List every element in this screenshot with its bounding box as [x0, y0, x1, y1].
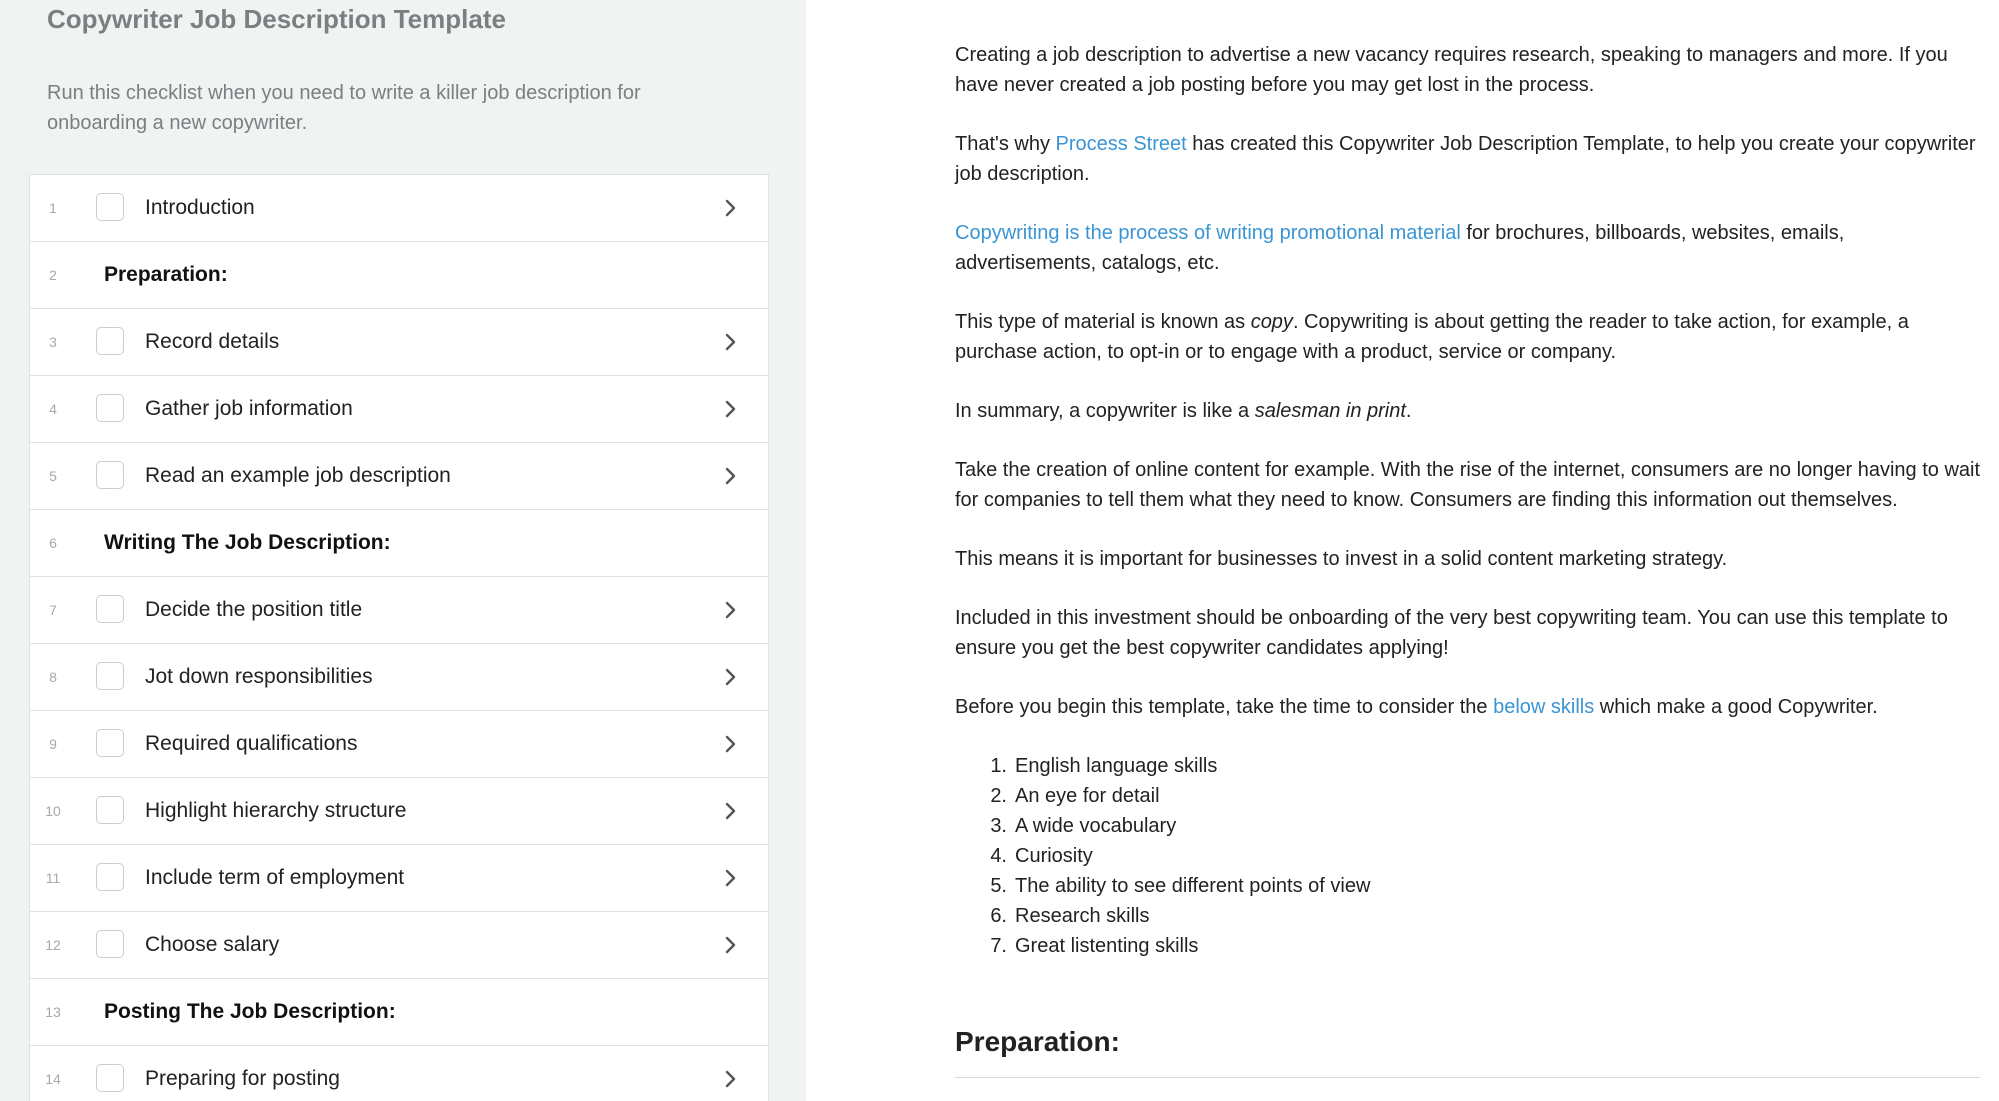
- skill-index: 3.: [990, 815, 1007, 837]
- chevron-right-icon[interactable]: [720, 935, 740, 955]
- skill-index: 5.: [990, 875, 1007, 897]
- text: has created this Copywriter Job Description Template, to help you create your copywriter job description.: [955, 133, 1976, 185]
- checklist-heading: [29, 979, 769, 1046]
- task-number: 8: [49, 669, 57, 685]
- text: for brochures, billboards, websites, emails, advertisements, catalogs, etc.: [955, 222, 1845, 274]
- skill-index: 1.: [990, 755, 1007, 777]
- chevron-right-icon[interactable]: [720, 332, 740, 352]
- chevron-right-icon[interactable]: [720, 466, 740, 486]
- checklist-sidebar: [0, 0, 806, 1101]
- skill-label: Great listenting skills: [1015, 935, 1199, 957]
- task-number: 6: [49, 535, 57, 551]
- checklist-task[interactable]: [29, 309, 769, 376]
- task-label: Read an example job description: [145, 464, 451, 487]
- task-label: Posting The Job Description:: [104, 1000, 396, 1023]
- checklist-task[interactable]: [29, 778, 769, 845]
- skill-label: Research skills: [1015, 905, 1150, 927]
- chevron-right-icon[interactable]: [720, 600, 740, 620]
- skill-index: 7.: [990, 935, 1007, 957]
- skill-label: Curiosity: [1015, 845, 1093, 867]
- task-checkbox[interactable]: [96, 796, 124, 824]
- skill-item: [955, 841, 1980, 871]
- text: In summary, a copywriter is like a: [955, 400, 1255, 422]
- skill-index: 6.: [990, 905, 1007, 927]
- checklist-task[interactable]: [29, 1046, 769, 1101]
- template-description: Run this checklist when you need to write a killer job description for onboarding a new copywriter.: [47, 82, 641, 134]
- task-list: [29, 174, 769, 1101]
- emphasis: salesman in print: [1254, 400, 1406, 422]
- checklist-task[interactable]: [29, 711, 769, 778]
- skill-label: A wide vocabulary: [1015, 815, 1177, 837]
- task-checkbox[interactable]: [96, 327, 124, 355]
- skills-list: [955, 751, 1980, 961]
- task-label: Gather job information: [145, 397, 353, 420]
- task-label: Highlight hierarchy structure: [145, 799, 407, 822]
- text: Before you begin this template, take the time to consider the: [955, 696, 1494, 718]
- skill-item: [955, 751, 1980, 781]
- skill-label: English language skills: [1015, 755, 1218, 777]
- task-label: Jot down responsibilities: [145, 665, 373, 688]
- section-divider: [955, 1077, 1980, 1078]
- copywriting-definition-link[interactable]: Copywriting is the process of writing promotional material: [955, 222, 1461, 244]
- task-number: 10: [45, 803, 61, 819]
- chevron-right-icon[interactable]: [720, 801, 740, 821]
- checklist-task[interactable]: [29, 443, 769, 510]
- task-checkbox[interactable]: [96, 729, 124, 757]
- task-number: 14: [45, 1071, 61, 1087]
- chevron-right-icon[interactable]: [720, 1069, 740, 1089]
- task-label: Record details: [145, 330, 280, 353]
- intro-paragraph-6: Take the creation of online content for example. With the rise of the internet, consumers are no longer having to wait for companies to tell them what they need to know. Consumers are finding this information out themselves.: [955, 459, 1981, 511]
- emphasis: copy: [1250, 311, 1293, 333]
- process-street-link[interactable]: Process Street: [1055, 133, 1187, 155]
- task-label: Required qualifications: [145, 732, 358, 755]
- task-checkbox[interactable]: [96, 930, 124, 958]
- text: That's why: [955, 133, 1056, 155]
- task-checkbox[interactable]: [96, 394, 124, 422]
- intro-paragraph-7: This means it is important for businesses to invest in a solid content marketing strategy.: [955, 548, 1728, 570]
- task-number: 3: [49, 334, 57, 350]
- intro-paragraph-1: Creating a job description to advertise a new vacancy requires research, speaking to managers and more. If you have never created a job posting before you may get lost in the process.: [955, 44, 1948, 96]
- skill-item: [955, 871, 1980, 901]
- chevron-right-icon[interactable]: [720, 734, 740, 754]
- skill-index: 2.: [990, 785, 1007, 807]
- checklist-heading: [29, 242, 769, 309]
- section-heading-preparation: Preparation:: [955, 1026, 1120, 1057]
- skill-item: [955, 781, 1980, 811]
- task-checkbox[interactable]: [96, 662, 124, 690]
- text: .: [1405, 400, 1412, 422]
- intro-paragraph-4: [955, 307, 1980, 367]
- task-label: Preparation:: [104, 263, 228, 286]
- task-checkbox[interactable]: [96, 461, 124, 489]
- intro-paragraph-5: [955, 396, 1980, 426]
- task-number: 4: [49, 401, 57, 417]
- template-title: Copywriter Job Description Template: [47, 4, 506, 34]
- task-checkbox[interactable]: [96, 1064, 124, 1092]
- text: which make a good Copywriter.: [1594, 696, 1878, 718]
- chevron-right-icon[interactable]: [720, 399, 740, 419]
- skill-label: The ability to see different points of view: [1015, 875, 1371, 897]
- task-number: 11: [45, 870, 61, 886]
- skill-item: [955, 931, 1980, 961]
- intro-paragraph-3: [955, 218, 1980, 278]
- task-number: 12: [45, 937, 61, 953]
- checklist-task[interactable]: [29, 845, 769, 912]
- checklist-task[interactable]: [29, 175, 769, 242]
- task-label: Preparing for posting: [145, 1067, 340, 1090]
- task-number: 5: [49, 468, 57, 484]
- checklist-task[interactable]: [29, 644, 769, 711]
- below-skills-link[interactable]: below skills: [1493, 696, 1595, 718]
- task-number: 13: [45, 1004, 61, 1020]
- checklist-task[interactable]: [29, 577, 769, 644]
- task-number: 9: [49, 736, 57, 752]
- task-checkbox[interactable]: [96, 193, 124, 221]
- task-checkbox[interactable]: [96, 595, 124, 623]
- task-label: Include term of employment: [145, 866, 405, 889]
- checklist-heading: [29, 510, 769, 577]
- task-number: 7: [49, 602, 57, 618]
- skill-item: [955, 901, 1980, 931]
- task-number: 2: [49, 267, 57, 283]
- checklist-task[interactable]: [29, 912, 769, 979]
- skill-index: 4.: [990, 845, 1007, 867]
- chevron-right-icon[interactable]: [720, 198, 740, 218]
- task-label: Writing The Job Description:: [104, 531, 391, 554]
- task-label: Introduction: [145, 196, 255, 219]
- text: . Copywriting is about getting the reader to take action, for example, a purchase action, to opt-in or to engage with a product, service or company.: [955, 311, 1909, 363]
- intro-paragraph-2: [955, 129, 1980, 189]
- content-pane: [955, 40, 1980, 961]
- intro-paragraph-8: Included in this investment should be onboarding of the very best copywriting team. You can use this template to ensure you get the best copywriter candidates applying!: [955, 607, 1948, 659]
- task-number: 1: [49, 200, 57, 216]
- chevron-right-icon[interactable]: [720, 868, 740, 888]
- chevron-right-icon[interactable]: [720, 667, 740, 687]
- skill-item: [955, 811, 1980, 841]
- task-label: Choose salary: [145, 933, 280, 956]
- task-checkbox[interactable]: [96, 863, 124, 891]
- task-label: Decide the position title: [145, 598, 363, 621]
- skill-label: An eye for detail: [1015, 785, 1160, 807]
- text: This type of material is known as: [955, 311, 1251, 333]
- intro-paragraph-9: [955, 692, 1980, 722]
- checklist-task[interactable]: [29, 376, 769, 443]
